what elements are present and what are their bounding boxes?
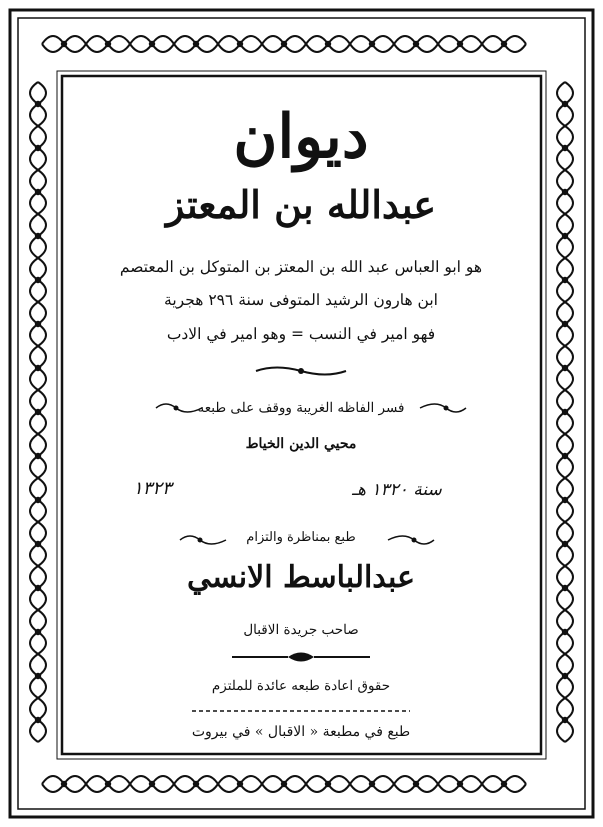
reprint-rights: حقوق اعادة طبعه عائدة للملتزم [211,678,391,694]
genealogy-line-1: هو ابو العباس عبد الله بن المعتز بن المتوكل بن المعتصم [119,258,483,276]
divider-ornament [188,706,414,716]
vine-knot [35,101,41,107]
vine-knot [105,781,111,787]
vine-knot [562,541,568,547]
vine-knot [35,145,41,151]
publication-note: طبع بمناظرة والتزام [246,530,356,545]
vine-knot [35,497,41,503]
vine-knot [562,673,568,679]
vine-knot [35,233,41,239]
editor-name: محيي الدين الخياط [245,436,357,452]
publisher-name: عبدالباسط الانسي [187,560,415,595]
vine-knot [562,365,568,371]
vine-knot [562,145,568,151]
vine-knot [562,189,568,195]
vine-knot [35,189,41,195]
vine-knot [237,781,243,787]
vine-knot [281,41,287,47]
author-name: عبدالله بن المعتز [165,182,436,227]
vine-knot [369,781,375,787]
vine-knot [35,365,41,371]
vine-knot [35,673,41,679]
vine-knot [35,629,41,635]
vine-knot [562,321,568,327]
publisher-role: صاحب جريدة الاقبال [243,622,359,638]
commentary-credit: فسر الفاظه الغريبة ووقف على طبعه [197,400,405,416]
divider-ornament [251,364,351,378]
handwritten-note-left: ١٣٢٣ [133,478,172,499]
vine-knot [61,781,67,787]
vine-knot [35,321,41,327]
genealogy-line-2: ابن هارون الرشيد المتوفى سنة ٢٩٦ هجرية [164,291,438,309]
vine-knot [562,277,568,283]
vine-knot [562,101,568,107]
vine-knot [35,453,41,459]
fleuron-right-icon [386,532,436,548]
vine-knot [325,781,331,787]
vine-knot [413,41,419,47]
vine-knot [457,781,463,787]
handwritten-note-right: سنة ١٣٢٠ هـ [352,480,442,500]
divider-ornament [228,650,374,664]
vine-knot [193,41,199,47]
vine-knot [149,41,155,47]
vine-knot [35,409,41,415]
vine-knot [562,409,568,415]
vine-knot [35,717,41,723]
vine-knot [562,629,568,635]
press-imprint: طبع في مطبعة « الاقبال » في بيروت [191,724,411,740]
vine-knot [413,781,419,787]
vine-knot [501,41,507,47]
praise-line: فهو امير في النسب = وهو امير في الادب [166,325,436,343]
title-page [68,82,534,742]
vine-knot [457,41,463,47]
vine-knot [35,541,41,547]
vine-knot [61,41,67,47]
vine-knot [281,781,287,787]
vine-knot [325,41,331,47]
page-title: ديوان [233,102,369,172]
vine-knot [562,233,568,239]
vine-knot [105,41,111,47]
vine-knot [193,781,199,787]
vine-knot [501,781,507,787]
vine-knot [562,717,568,723]
vine-knot [369,41,375,47]
vine-knot [149,781,155,787]
vine-knot [562,453,568,459]
vine-knot [562,497,568,503]
fleuron-right-icon [418,400,468,416]
vine-knot [237,41,243,47]
vine-knot [35,277,41,283]
vine-knot [562,585,568,591]
vine-knot [35,585,41,591]
